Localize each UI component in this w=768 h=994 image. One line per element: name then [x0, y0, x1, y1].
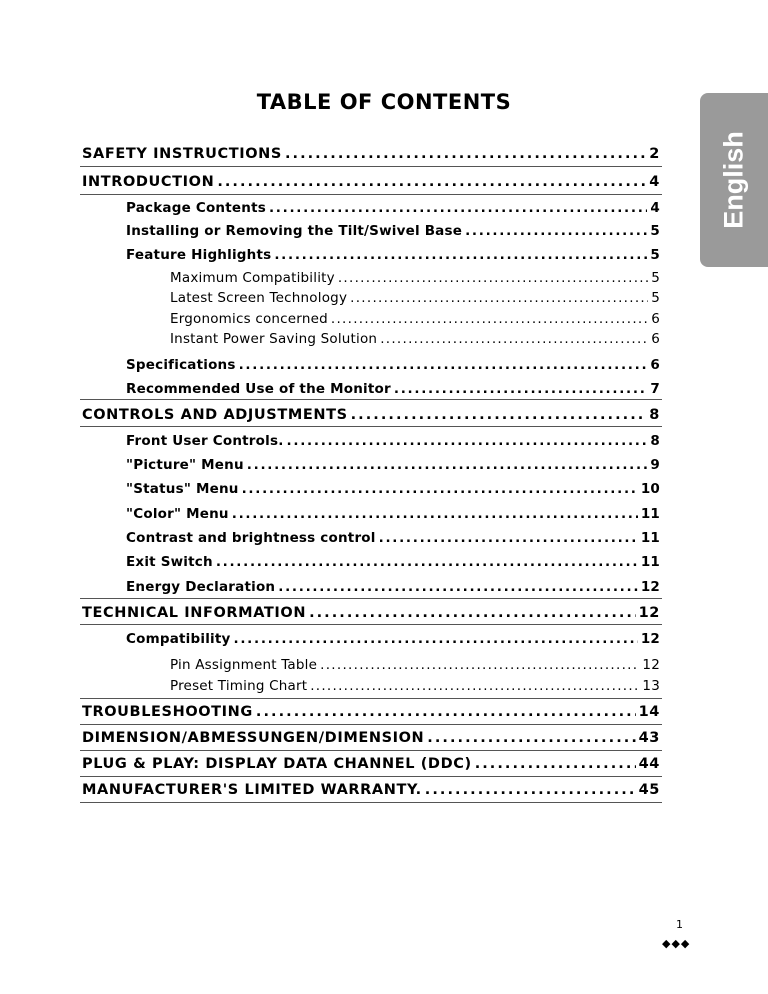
toc-dot-leader	[278, 579, 638, 595]
toc-entry-title: PLUG & PLAY: DISPLAY DATA CHANNEL (DDC)	[82, 756, 472, 772]
section-divider	[80, 750, 662, 751]
toc-entry	[126, 530, 660, 546]
toc-entry	[126, 631, 660, 647]
toc-entry-title: Specifications	[126, 357, 236, 373]
toc-dot-leader	[247, 457, 648, 473]
toc-entry-page: 44	[638, 756, 660, 772]
toc-dot-leader	[239, 357, 648, 373]
toc-dot-leader	[285, 146, 646, 162]
toc-entry	[82, 605, 660, 621]
section-divider	[80, 776, 662, 777]
toc-entry-title: Package Contents	[126, 200, 266, 216]
toc-entry	[170, 678, 660, 694]
page-ornament: ◆◆◆	[662, 937, 691, 950]
toc-dot-leader	[287, 433, 648, 449]
toc-entry-page: 14	[638, 704, 660, 720]
toc-entry	[126, 223, 660, 239]
toc-entry-title: Exit Switch	[126, 554, 213, 570]
toc-dot-leader	[274, 247, 647, 263]
toc-dot-leader	[425, 782, 636, 798]
toc-entry-title: Instant Power Saving Solution	[170, 331, 378, 347]
language-tab	[700, 93, 768, 267]
toc-entry	[170, 270, 660, 286]
toc-entry-page: 12	[642, 657, 660, 673]
toc-entry-title: Front User Controls.	[126, 433, 284, 449]
section-divider	[80, 802, 662, 803]
toc-dot-leader	[269, 200, 647, 216]
toc-entry-title: "Picture" Menu	[126, 457, 244, 473]
toc-dot-leader	[394, 381, 648, 397]
toc-entry	[82, 782, 660, 798]
toc-entry-page: 4	[649, 174, 660, 190]
toc-entry-title: MANUFACTURER'S LIMITED WARRANTY.	[82, 782, 422, 798]
toc-entry-title: Ergonomics concerned	[170, 311, 328, 327]
toc-entry-title: "Color" Menu	[126, 506, 229, 522]
section-divider	[80, 598, 662, 599]
toc-entry	[82, 704, 660, 720]
toc-dot-leader	[380, 331, 648, 347]
toc-entry	[170, 290, 660, 306]
toc-entry-title: SAFETY INSTRUCTIONS	[82, 146, 282, 162]
toc-dot-leader	[338, 270, 648, 286]
toc-entry-page: 8	[650, 433, 660, 449]
toc-entry-page: 8	[649, 407, 660, 423]
toc-dot-leader	[232, 506, 638, 522]
toc-entry-page: 9	[650, 457, 660, 473]
toc-entry	[126, 457, 660, 473]
toc-entry	[82, 146, 660, 162]
toc-entry-title: TECHNICAL INFORMATION	[82, 605, 307, 621]
toc-entry	[126, 247, 660, 263]
toc-entry-page: 5	[651, 270, 660, 286]
toc-entry-page: 4	[650, 200, 660, 216]
toc-entry-page: 2	[649, 146, 660, 162]
toc-entry	[170, 311, 660, 327]
toc-entry-page: 45	[638, 782, 660, 798]
section-divider	[80, 399, 662, 400]
toc-entry	[126, 357, 660, 373]
page-number: 1	[676, 918, 683, 931]
toc-entry-page: 5	[650, 223, 660, 239]
toc-entry	[82, 730, 660, 746]
toc-entry	[126, 381, 660, 397]
toc-entry	[126, 433, 660, 449]
toc-dot-leader	[331, 311, 648, 327]
toc-entry-title: Maximum Compatibility	[170, 270, 335, 286]
toc-entry	[82, 756, 660, 772]
section-divider	[80, 194, 662, 195]
language-tab-label: English	[718, 131, 749, 229]
toc-entry-title: Installing or Removing the Tilt/Swivel Base	[126, 223, 463, 239]
section-divider	[80, 698, 662, 699]
toc-entry	[126, 506, 660, 522]
toc-entry-page: 6	[651, 331, 660, 347]
section-divider	[80, 166, 662, 167]
toc-dot-leader	[310, 678, 639, 694]
toc-dot-leader	[320, 657, 639, 673]
toc-entry	[170, 657, 660, 673]
toc-entry-page: 12	[640, 631, 660, 647]
toc-entry	[126, 200, 660, 216]
toc-entry-page: 6	[651, 311, 660, 327]
toc-entry-title: Feature Highlights	[126, 247, 272, 263]
toc-entry-title: Contrast and brightness control	[126, 530, 376, 546]
toc-dot-leader	[475, 756, 636, 772]
toc-entry-page: 43	[638, 730, 660, 746]
toc-entry-title: "Status" Menu	[126, 481, 239, 497]
toc-dot-leader	[309, 605, 636, 621]
toc-entry-page: 10	[640, 481, 660, 497]
toc-entry-page: 11	[640, 506, 660, 522]
toc-entry	[126, 481, 660, 497]
toc-entry-title: CONTROLS AND ADJUSTMENTS	[82, 407, 348, 423]
toc-dot-leader	[242, 481, 638, 497]
toc-dot-leader	[465, 223, 647, 239]
toc-entry-page: 12	[640, 579, 660, 595]
toc-dot-leader	[351, 407, 647, 423]
section-divider	[80, 724, 662, 725]
toc-dot-leader	[234, 631, 638, 647]
toc-entry-page: 12	[638, 605, 660, 621]
section-divider	[80, 624, 662, 625]
toc-entry-title: Energy Declaration	[126, 579, 276, 595]
toc-entry-page: 13	[642, 678, 660, 694]
toc-dot-leader	[216, 554, 638, 570]
toc-dot-leader	[217, 174, 646, 190]
toc-entry-title: DIMENSION/ABMESSUNGEN/DIMENSION	[82, 730, 425, 746]
toc-entry-title: Recommended Use of the Monitor	[126, 381, 391, 397]
toc-entry-page: 11	[640, 530, 660, 546]
toc-entry-page: 7	[650, 381, 660, 397]
toc-entry	[170, 331, 660, 347]
page-title: TABLE OF CONTENTS	[256, 90, 512, 114]
toc-entry-page: 6	[650, 357, 660, 373]
toc-entry-page: 5	[650, 247, 660, 263]
toc-entry	[82, 407, 660, 423]
toc-dot-leader	[256, 704, 636, 720]
toc-entry-title: TROUBLESHOOTING	[82, 704, 253, 720]
toc-entry-page: 5	[651, 290, 660, 306]
section-divider	[80, 426, 662, 427]
toc-entry-page: 11	[640, 554, 660, 570]
toc-entry-title: INTRODUCTION	[82, 174, 215, 190]
toc-dot-leader	[427, 730, 635, 746]
toc-entry-title: Pin Assignment Table	[170, 657, 318, 673]
toc-entry	[126, 554, 660, 570]
toc-entry	[126, 579, 660, 595]
toc-entry-title: Compatibility	[126, 631, 231, 647]
toc-dot-leader	[379, 530, 638, 546]
toc-entry-title: Latest Screen Technology	[170, 290, 348, 306]
toc-entry-title: Preset Timing Chart	[170, 678, 308, 694]
toc-entry	[82, 174, 660, 190]
toc-dot-leader	[350, 290, 648, 306]
